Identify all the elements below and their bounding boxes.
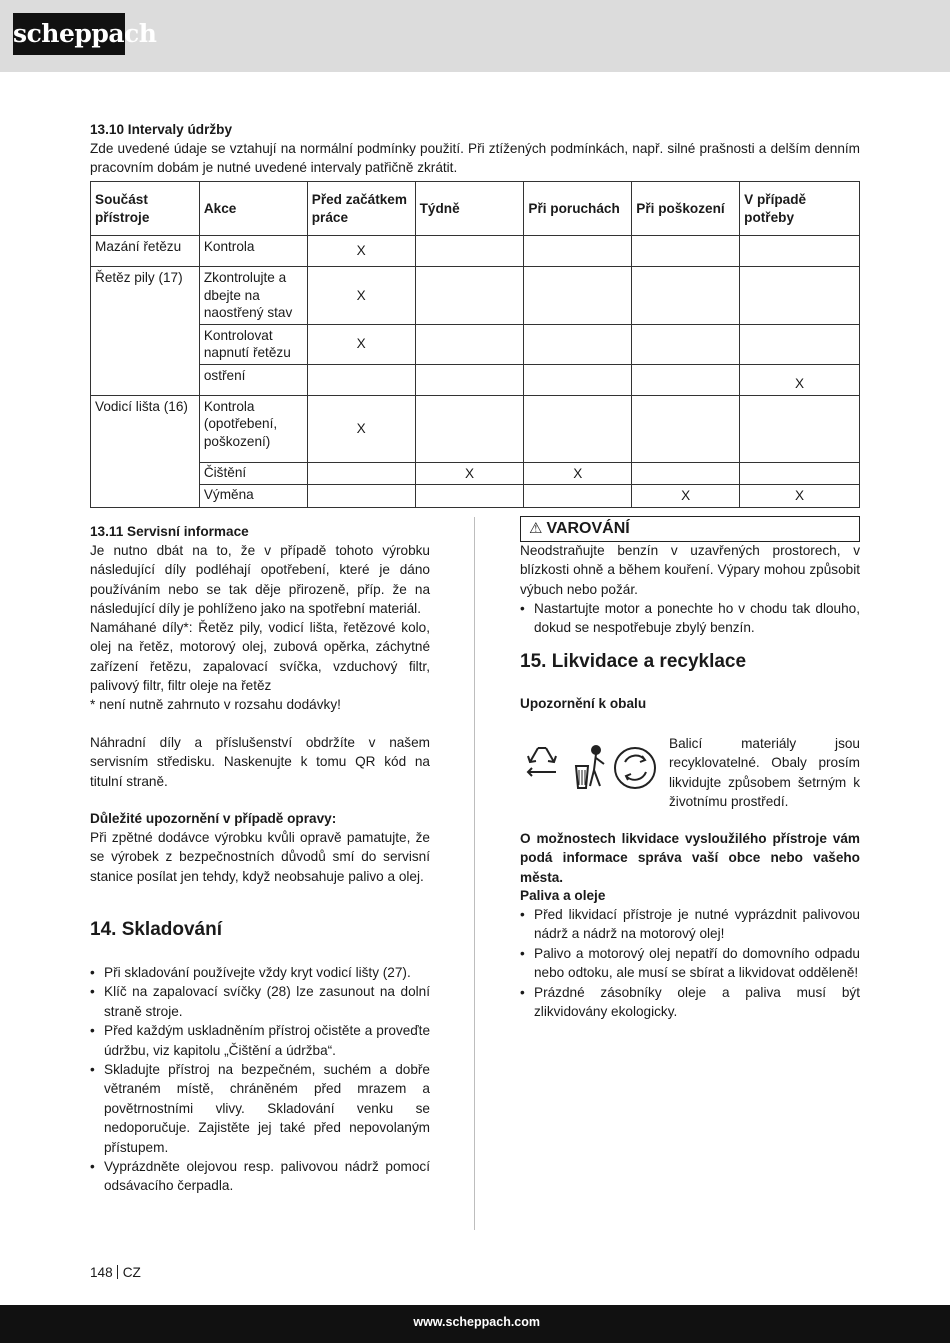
page-separator	[117, 1265, 118, 1279]
trash-bin-icon	[576, 746, 604, 788]
table-cell-mark: X	[307, 395, 415, 462]
table-cell-mark	[415, 267, 524, 325]
table-cell-part	[91, 485, 200, 508]
table-cell-mark	[632, 395, 740, 462]
table-cell-mark	[740, 267, 860, 325]
section-14-title: 14. Skladování	[90, 919, 223, 940]
table-cell-mark	[524, 364, 632, 395]
table-cell-part: Vodicí lišta (16)	[91, 395, 200, 462]
bottom-bar	[0, 1305, 950, 1343]
table-row	[91, 324, 860, 364]
table-row	[91, 267, 860, 325]
table-header: Při poruchách	[524, 182, 632, 236]
page-num: 148	[90, 1265, 113, 1280]
table-cell-part	[91, 462, 200, 485]
table-header: Akce	[199, 182, 307, 236]
table-cell-part	[91, 364, 200, 395]
section-13-11-spare: Náhradní díly a příslušenství obdržíte v našem servisním středisku. Naskenujte k tomu QR kód na titulní straně.	[90, 735, 430, 789]
recycling-icons	[520, 742, 662, 792]
table-cell-mark	[632, 462, 740, 485]
table-cell-mark	[307, 485, 415, 508]
section-13-11-title: 13.11 Servisní informace	[90, 524, 249, 539]
table-cell-mark: X	[307, 267, 415, 325]
warning-triangle-icon: ⚠	[529, 520, 543, 537]
table-row	[91, 485, 860, 508]
section-13-10-intro: Zde uvedené údaje se vztahují na normální podmínky použití. Při ztížených podmínkách, např. silné prašnosti a delším denním pracovním dobám je nutné uvedené intervaly patřičně zkrátit.	[90, 141, 860, 176]
warning-text: Neodstraňujte benzín v uzavřených prostorech, v blízkosti ohně a během kouření. Výpary mohou způsobit výbuch nebo požár.	[520, 543, 860, 597]
table-header: Před začátkem práce	[307, 182, 415, 236]
list-item: • Při skladování používejte vždy kryt vodicí lišty (27).	[90, 963, 430, 982]
table-header: Týdně	[415, 182, 524, 236]
recycle-icon	[528, 748, 556, 776]
table-cell-mark	[632, 236, 740, 267]
table-header-row	[91, 182, 860, 236]
repair-body: Při zpětné dodávce výrobku kvůli opravě pamatujte, že se výrobek z bezpečnostních důvodů smí do servisní stanice posílat jen tehdy, když neobsahuje palivo a olej.	[90, 830, 430, 884]
list-item: • Skladujte přístroj na bezpečném, suchém a dobře větraném místě, chráněném před mrazem a povětrnostními vlivy. Skladování venku se nedoporučuje. Zajistěte jej také před nepovolaným přístupem.	[90, 1060, 430, 1157]
table-cell-mark	[524, 395, 632, 462]
table-cell-part: Řetěz pily (17)	[91, 267, 200, 325]
table-cell-mark	[632, 324, 740, 364]
table-header: Při poškození	[632, 182, 740, 236]
section-13-11-body: Je nutno dbát na to, že v případě tohoto výrobku následující díly podléhají opotřebení, které je dáno používáním nebo se tak děje přirozeně, příp. že na následující díly je pohlíženo jako na spotřební materiál.	[90, 543, 430, 617]
table-cell-mark	[524, 236, 632, 267]
table-cell-mark	[740, 462, 860, 485]
table-row	[91, 395, 860, 462]
list-item: • Nastartujte motor a ponechte ho v chodu tak dlouho, dokud se nespotřebuje zbylý benzín.	[520, 599, 860, 638]
table-cell-mark: X	[740, 485, 860, 508]
table-cell-mark	[415, 364, 524, 395]
table-cell-action: Kontrolovat napnutí řetězu	[199, 324, 307, 364]
list-item: • Před likvidací přístroje je nutné vyprázdnit palivovou nádrž a nádrž na motorový olej!	[520, 905, 860, 944]
section-13-11-footnote: * není nutně zahrnuto v rozsahu dodávky!	[90, 697, 341, 712]
website-link[interactable]: www.scheppach.com	[413, 1315, 540, 1329]
table-cell-part	[91, 324, 200, 364]
packaging-text: Balicí materiály jsou recyklovatelné. Obaly prosím likvidujte způsobem šetrným k životnímu prostředí.	[669, 736, 860, 810]
warning-label: VAROVÁNÍ	[546, 520, 630, 537]
table-header: V případě potřeby	[740, 182, 860, 236]
table-header: Součást přístroje	[91, 182, 200, 236]
table-cell-mark	[307, 364, 415, 395]
table-cell-part: Mazání řetězu	[91, 236, 200, 267]
table-cell-action: Kontrola	[199, 236, 307, 267]
table-cell-mark	[740, 236, 860, 267]
table-cell-mark	[524, 324, 632, 364]
eco-recycling-icon	[615, 748, 655, 788]
disposal-info: O možnostech likvidace vysloužilého přístroje vám podá informace správa vaší obce nebo vašeho města.	[520, 831, 860, 885]
section-13-10-title: 13.10 Intervaly údržby	[90, 122, 233, 137]
warning-box	[520, 516, 860, 542]
fuels-title: Paliva a oleje	[520, 888, 606, 903]
language-code: CZ	[122, 1265, 141, 1280]
list-item: • Palivo a motorový olej nepatří do domovního odpadu nebo odtoku, ale musí se sbírat a likvidovat odděleně!	[520, 944, 860, 983]
table-cell-mark	[415, 324, 524, 364]
table-cell-mark: X	[632, 485, 740, 508]
list-item: • Klíč na zapalovací svíčky (28) lze zasunout na dolní straně stroje.	[90, 982, 430, 1021]
table-cell-mark	[740, 395, 860, 462]
table-cell-action: Výměna	[199, 485, 307, 508]
storage-list	[90, 963, 430, 1196]
list-item: • Prázdné zásobníky oleje a paliva musí být zlikvidovány ekologicky.	[520, 983, 860, 1022]
fuels-list	[520, 905, 860, 1021]
table-cell-mark	[415, 485, 524, 508]
table-cell-action: Čištění	[199, 462, 307, 485]
repair-title: Důležité upozornění v případě opravy:	[90, 811, 337, 826]
table-cell-mark: X	[740, 364, 860, 395]
table-row	[91, 462, 860, 485]
top-bar	[0, 0, 950, 72]
table-cell-mark: X	[307, 324, 415, 364]
table-cell-action: ostření	[199, 364, 307, 395]
table-cell-mark	[524, 485, 632, 508]
table-cell-mark	[415, 395, 524, 462]
maintenance-table	[90, 181, 860, 508]
table-cell-mark	[740, 324, 860, 364]
table-cell-mark	[632, 364, 740, 395]
warning-list	[520, 599, 860, 638]
table-cell-action: Zkontrolujte a dbejte na naostřený stav	[199, 267, 307, 325]
list-item: • Vyprázdněte olejovou resp. palivovou nádrž pomocí odsávacího čerpadla.	[90, 1157, 430, 1196]
table-cell-mark	[632, 267, 740, 325]
table-cell-action: Kontrola (opotřebení, poškození)	[199, 395, 307, 462]
column-divider	[474, 517, 475, 1230]
table-cell-mark	[415, 236, 524, 267]
list-item: • Před každým uskladněním přístroj očistěte a proveďte údržbu, viz kapitolu „Čištění a údržba“.	[90, 1021, 430, 1060]
scheppach-logo: scheppach	[13, 13, 125, 55]
table-row	[91, 364, 860, 395]
section-13-11-parts: Namáhané díly*: Řetěz pily, vodicí lišta, řetězové kolo, olej na řetěz, motorový olej, zubová opěrka, záchytné zařízení řetězu, zapalovací svíčka, vzduchový filtr, palivový filtr, filtr oleje na řetěz	[90, 620, 430, 694]
packaging-title: Upozornění k obalu	[520, 696, 647, 711]
table-cell-mark: X	[524, 462, 632, 485]
table-cell-mark	[307, 462, 415, 485]
table-cell-mark: X	[415, 462, 524, 485]
table-cell-mark: X	[307, 236, 415, 267]
page-number	[90, 1265, 141, 1280]
table-row	[91, 236, 860, 267]
section-15-title: 15. Likvidace a recyklace	[520, 651, 747, 672]
table-cell-mark	[524, 267, 632, 325]
